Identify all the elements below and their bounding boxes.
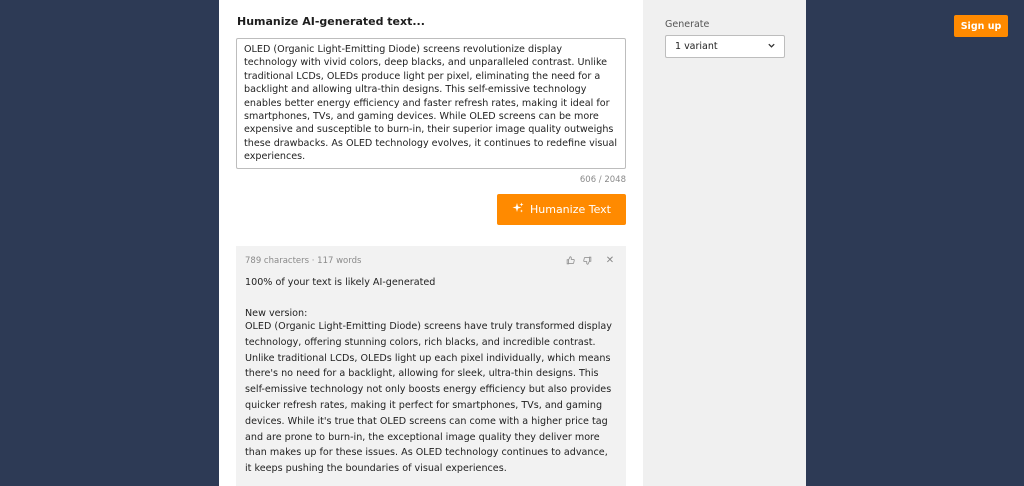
signup-button[interactable]: Sign up <box>954 15 1008 37</box>
page-heading: Humanize AI-generated text... <box>237 15 425 28</box>
humanizer-panel <box>219 0 643 486</box>
result-card <box>236 246 626 486</box>
close-icon[interactable]: ✕ <box>605 254 615 266</box>
variant-select[interactable] <box>665 35 785 58</box>
input-textarea[interactable]: OLED (Organic Light-Emitting Diode) screens revolutionize display technology with vivid colors, deep blacks, and unparalleled contrast. Unlike traditional LCDs, OLEDs produce light per pixel, eliminating the need for a backlight and allowing ultra-thin designs. This self-emissive technology enables better energy efficiency and faster refresh rates, making it ideal for smartphones, TVs, and gaming devices. While OLED screens can be more expensive and susceptible to burn-in, their superior image quality outweighs these drawbacks. As OLED technology evolves, it continues to redefine visual experiences. <box>236 38 626 169</box>
humanize-button[interactable] <box>497 194 626 225</box>
result-stats: 789 characters · 117 words <box>245 256 362 266</box>
chevron-down-icon <box>767 41 776 53</box>
new-version-label: New version: <box>245 308 308 319</box>
sparkle-icon <box>512 202 524 217</box>
humanize-button-label: Humanize Text <box>529 203 611 216</box>
humanized-output-text: OLED (Organic Light-Emitting Diode) screens have truly transformed display technology, offering stunning colors, rich blacks, and incredible contrast. Unlike traditional LCDs, OLEDs light up each pixel individually, which means there's no need for a backlight, allowing for sleek, ultra-thin designs. This self-emissive technology not only boosts energy efficiency but also provides quicker refresh rates, making it perfect for smartphones, TVs, and gaming devices. While it's true that OLED screens can come with a higher price tag and are prone to burn-in, the exceptional image quality they deliver more than makes up for these issues. As OLED technology continues to advance, it keeps pushing the boundaries of visual experiences. <box>245 321 612 475</box>
thumbs-up-icon[interactable] <box>564 254 576 266</box>
variant-select-value: 1 variant <box>675 41 718 52</box>
result-actions <box>564 254 616 266</box>
char-counter: 606 / 2048 <box>579 175 626 185</box>
settings-sidebar <box>643 0 806 486</box>
generate-label: Generate <box>665 19 710 30</box>
thumbs-down-icon[interactable] <box>581 254 593 266</box>
ai-detection-result: 100% of your text is likely AI-generated <box>245 277 436 288</box>
